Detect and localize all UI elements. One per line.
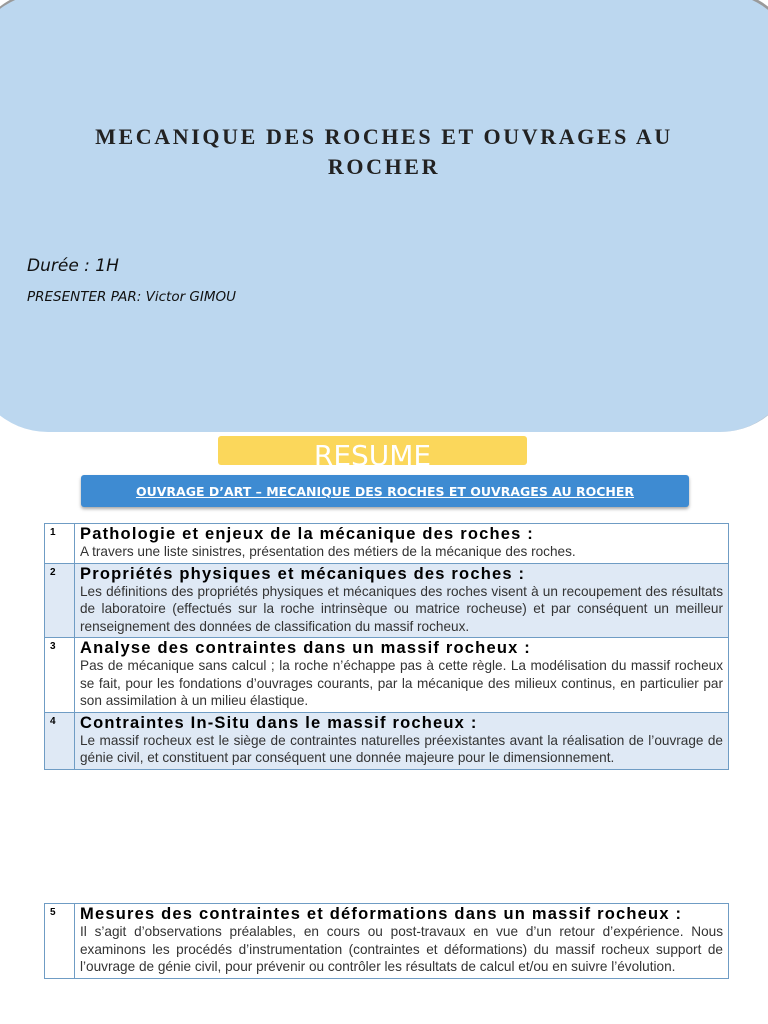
topic-number: 5 bbox=[45, 904, 75, 979]
topic-number: 3 bbox=[45, 638, 75, 713]
subtitle-bar bbox=[81, 475, 689, 507]
subtitle-link[interactable]: OUVRAGE D’ART – MECANIQUE DES ROCHES ET OUVRAGES AU ROCHER bbox=[135, 483, 635, 499]
topics-table-continued bbox=[44, 903, 729, 979]
topic-title: Pathologie et enjeux de la mécanique des roches : bbox=[80, 525, 535, 543]
presenter-text: PRESENTER PAR: Victor GIMOU bbox=[27, 289, 237, 305]
topic-number: 4 bbox=[45, 712, 75, 769]
topic-description: Les définitions des propriétés physiques et mécaniques des roches visent à un recoupement des résultats de laboratoire (effectués sur la roche intrinsèque ou matrice rocheuse) et par conséquent un meilleur renseignement des données de classification du massif rocheux. bbox=[80, 583, 723, 634]
topics-table bbox=[44, 523, 729, 770]
topic-number: 2 bbox=[45, 563, 75, 638]
topic-number: 1 bbox=[45, 524, 75, 564]
title-banner bbox=[0, 0, 768, 432]
resume-banner bbox=[218, 436, 527, 465]
topic-description: A travers une liste sinistres, présentation des métiers de la mécanique des roches. bbox=[80, 544, 576, 559]
topic-cell bbox=[75, 638, 729, 713]
topic-row bbox=[45, 563, 729, 638]
resume-label: RESUME bbox=[313, 439, 432, 465]
topic-row bbox=[45, 904, 729, 979]
duration-text: Durée : 1H bbox=[27, 256, 119, 276]
topic-cell bbox=[75, 524, 729, 564]
topic-row bbox=[45, 712, 729, 769]
topic-description: Il s’agit d’observations préalables, en cours ou post-travaux en vue d’un retour d’expérience. Nous examinons les procédés d’instrumentation (contraintes et déformations) du massif rocheux support de l’ouvrage de génie civil, pour prévenir ou contrôler les résultats de calcul et/ou en suivre l’évolution. bbox=[80, 924, 723, 974]
topic-row bbox=[45, 524, 729, 564]
topic-cell bbox=[75, 712, 729, 769]
page-title: MECANIQUE DES ROCHES ET OUVRAGES AU ROCHER bbox=[95, 124, 673, 179]
topic-title: Mesures des contraintes et déformations dans un massif rocheux : bbox=[80, 905, 683, 923]
topic-title: Propriétés physiques et mécaniques des roches : bbox=[80, 564, 526, 583]
topic-description: Pas de mécanique sans calcul ; la roche n’échappe pas à cette règle. La modélisation du massif rocheux se fait, pour les fondations d’ouvrages courants, par la mécanique des milieux continus, en particulier par son assimilation à un milieu élastique. bbox=[80, 658, 723, 708]
topic-row bbox=[45, 638, 729, 713]
topic-description: Le massif rocheux est le siège de contraintes naturelles préexistantes avant la réalisation de l’ouvrage de génie civil, et constituent par conséquent une donnée majeure pour le dimensionnement. bbox=[80, 732, 723, 765]
topic-cell bbox=[75, 904, 729, 979]
topic-title: Analyse des contraintes dans un massif rocheux : bbox=[80, 639, 531, 657]
topic-cell bbox=[75, 563, 729, 638]
topic-title: Contraintes In-Situ dans le massif rocheux : bbox=[80, 713, 478, 732]
